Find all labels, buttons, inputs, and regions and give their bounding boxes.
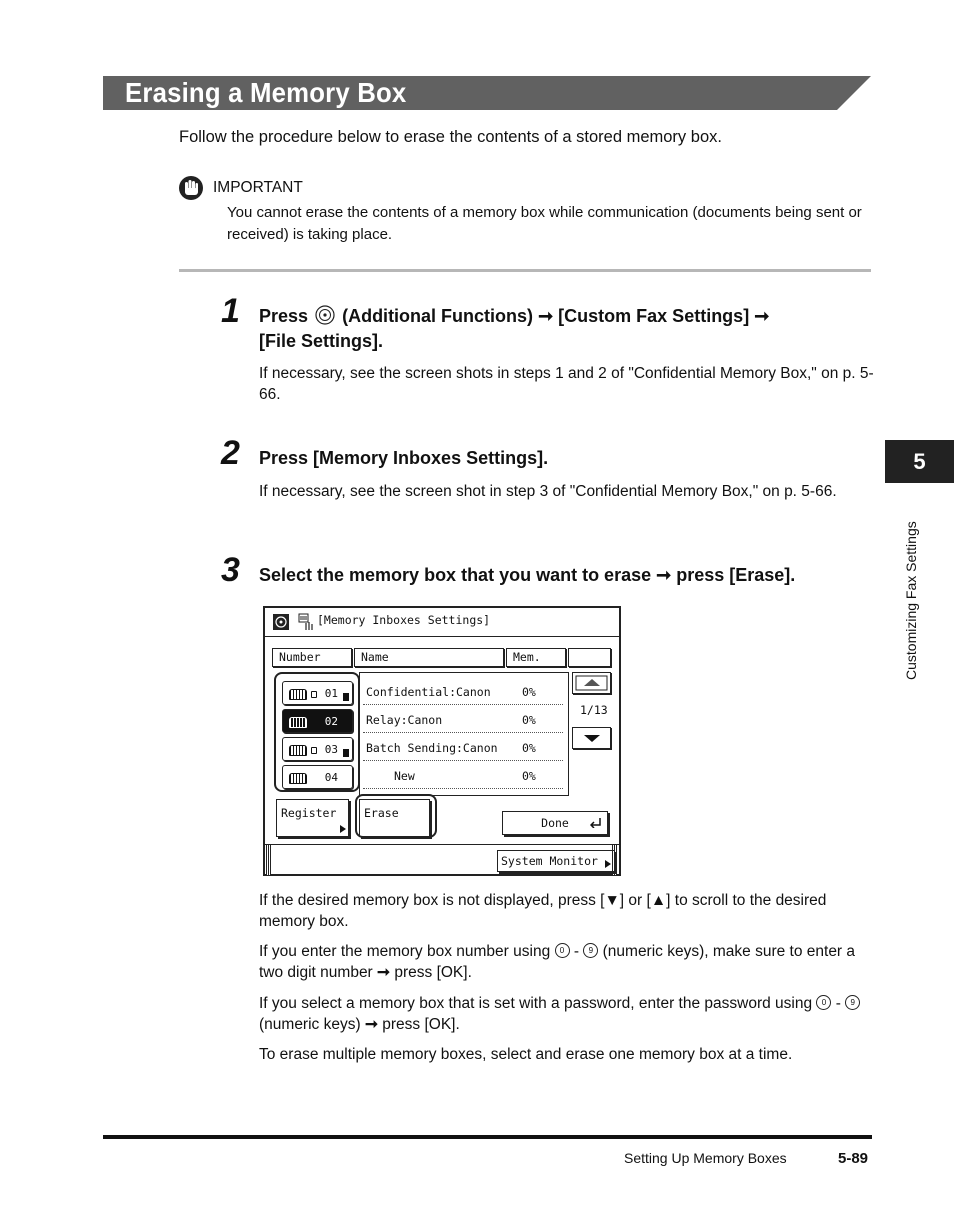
memory-inboxes-screen [263,606,621,876]
list-item[interactable] [363,761,563,789]
box-button-04[interactable] [282,765,353,789]
list-item[interactable] [363,705,563,733]
box-number-group [274,672,360,792]
box-memory: 0% [522,741,536,755]
scroll-down-button[interactable] [572,727,611,749]
arrow-icon: ➞ [754,306,770,326]
column-header-number: Number [272,648,352,667]
status-hatch [266,845,271,875]
dash: - [835,995,841,1012]
arrow-icon: ➞ [656,565,672,585]
box-memory: 0% [522,685,536,699]
page-number: 5-89 [838,1150,869,1167]
tip-3-a: If you select a memory box that is set with a password, enter the password using [259,995,813,1012]
tray-icon [289,717,307,728]
step-1-file-settings: [File Settings]. [259,331,384,351]
important-text: You cannot erase the contents of a memory box while communication (documents being sent or received) is taking place. [227,204,862,243]
step-1-body: If necessary, see the screen shots in steps 1 and 2 of "Confidential Memory Box," on p. 5-66. [259,365,874,403]
tray-icon [289,773,307,784]
caret-right-icon [340,825,346,833]
lock-icon [311,747,317,754]
hand-stop-icon [178,175,204,201]
triangle-down-icon [573,728,612,750]
step-3-heading [259,563,795,588]
box-button-03[interactable] [282,737,353,761]
tray-icon [289,745,307,756]
section-divider [179,269,871,272]
box-button-02[interactable] [282,709,353,733]
register-button[interactable] [276,799,349,837]
screen-title: [Memory Inboxes Settings] [317,613,491,627]
box-number: 01 [324,687,338,700]
box-name: Batch Sending:Canon [366,741,498,755]
column-header-blank [568,648,611,667]
footer-title: Setting Up Memory Boxes [624,1150,787,1166]
numeric-key-9-icon: 9 [583,943,598,958]
step-2-heading: Press [Memory Inboxes Settings]. [259,448,549,468]
erase-label: Erase [364,806,399,820]
tip-multiple: To erase multiple memory boxes, select and erase one memory box at a time. [259,1046,793,1063]
tip-numeric-entry [259,941,874,983]
return-icon [590,818,602,828]
column-header-mem: Mem. [506,648,566,667]
box-button-01[interactable] [282,681,353,705]
tip-2-c: press [OK]. [394,964,472,981]
page-indicator: 1/13 [580,703,608,717]
box-pip [343,749,349,757]
box-memory: 0% [522,769,536,783]
step-1-custom-fax: [Custom Fax Settings] [558,306,750,326]
tip-scroll: If the desired memory box is not displayed, press [▼] or [▲] to scroll to the desired memory box. [259,892,827,930]
arrow-icon: ➞ [364,1016,378,1033]
additional-functions-screen-icon [273,614,289,630]
erase-button[interactable] [359,799,430,837]
numeric-key-9-icon: 9 [845,995,860,1010]
box-number: 03 [324,743,338,756]
numeric-key-0-icon: 0 [555,943,570,958]
triangle-up-icon [573,673,612,695]
memory-box-hand-icon [298,613,316,631]
register-label: Register [281,806,337,820]
list-item[interactable] [363,677,563,705]
box-pip [343,693,349,701]
box-name-list [359,672,569,796]
arrow-icon: ➞ [377,964,391,981]
step-1-heading [259,304,769,354]
scroll-up-button[interactable] [572,672,611,694]
lock-icon [311,691,317,698]
dash: - [573,943,579,960]
box-name: Relay:Canon [366,713,443,727]
tip-3-c: press [OK]. [382,1016,460,1033]
intro-text: Follow the procedure below to erase the contents of a stored memory box. [179,128,722,146]
step-3-head-b: press [Erase]. [676,565,796,585]
list-item[interactable] [363,733,563,761]
step-1-press: Press [259,306,309,326]
box-number: 02 [324,715,338,728]
status-bar [265,844,619,874]
step-3-head-a: Select the memory box that you want to erase [259,565,652,585]
screen-title-rule [265,636,619,637]
numeric-key-0-icon: 0 [816,995,831,1010]
done-button[interactable] [502,811,608,835]
section-header-bar [103,76,871,110]
step-1-additional-functions: (Additional Functions) [342,306,534,326]
step-3-number: 3 [221,551,240,589]
section-title: Erasing a Memory Box [125,77,407,108]
chapter-tab: 5 [885,440,954,483]
footer-rule [103,1135,872,1139]
tip-3-b: (numeric keys) [259,1016,361,1033]
system-monitor-label: System Monitor [501,854,598,868]
tip-password [259,993,874,1035]
tray-icon [289,689,307,700]
caret-right-icon [605,860,611,868]
additional-functions-key-icon [315,305,335,325]
box-name: New [394,769,415,783]
step-1-number: 1 [221,292,240,330]
system-monitor-button[interactable] [497,850,615,872]
important-label: IMPORTANT [213,179,303,196]
tip-2-a: If you enter the memory box number using [259,943,551,960]
step-2-number: 2 [221,434,240,472]
box-name: Confidential:Canon [366,685,491,699]
done-label: Done [541,816,569,830]
chapter-side-label: Customizing Fax Settings [903,521,919,680]
column-header-name: Name [354,648,504,667]
tip-2-b: (numeric keys), make sure to enter a two digit number [259,943,856,981]
step-2-body: If necessary, see the screen shot in step 3 of "Confidential Memory Box," on p. 5-66. [259,483,837,500]
box-number: 04 [324,771,338,784]
box-memory: 0% [522,713,536,727]
arrow-icon: ➞ [538,306,554,326]
